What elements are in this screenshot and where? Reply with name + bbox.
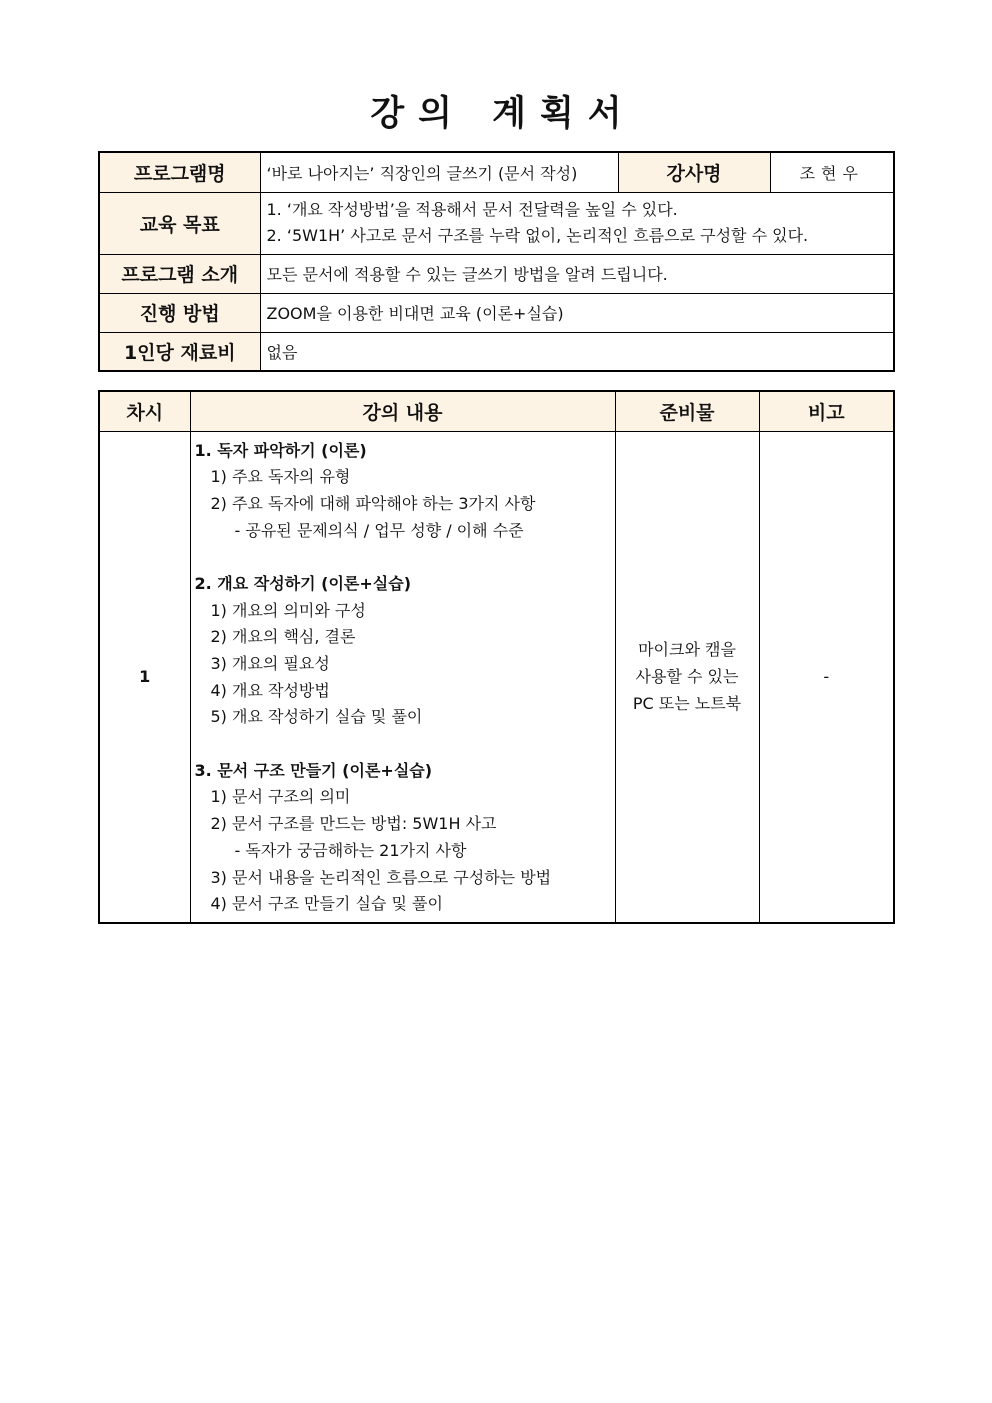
content-line: 1) 주요 독자의 유형 [210, 467, 351, 487]
content-line: 3) 개요의 필요성 [210, 654, 330, 673]
content-line: 2) 문서 구조를 만드는 방법: 5W1H 사고 [210, 814, 497, 834]
cost-label: 1인당 재료비 [99, 332, 260, 371]
note-header: 비고 [759, 391, 894, 431]
prep-line: 마이크와 캠을 [638, 640, 736, 660]
program-name-label: 프로그램명 [99, 152, 260, 192]
goal-line-1: 1. ‘개요 작성방법’을 적용해서 문서 전달력을 높일 수 있다. [266, 200, 678, 219]
program-name-value: ‘바로 나아지는’ 직장인의 글쓰기 (문서 작성) [260, 152, 618, 192]
content-line: 5) 개요 작성하기 실습 및 풀이 [210, 707, 423, 727]
content-line: 2) 개요의 핵심, 결론 [210, 627, 356, 647]
content-line: 1) 개요의 의미와 구성 [210, 600, 366, 620]
intro-label: 프로그램 소개 [99, 254, 260, 293]
goal-value [260, 192, 894, 254]
page-title: 강의 계획서 [370, 94, 636, 134]
content-spacer [195, 731, 609, 758]
content-line: 4) 문서 구조 만들기 실습 및 풀이 [210, 894, 443, 914]
content-line: 1. 독자 파악하기 (이론) [194, 440, 367, 460]
intro-value: 모든 문서에 적용할 수 있는 글쓰기 방법을 알려 드립니다. [260, 254, 894, 293]
content-line: 2) 주요 독자에 대해 파악해야 하는 3가지 사항 [210, 493, 536, 513]
lecture-content [190, 431, 615, 923]
instructor-value: 조현우 [770, 152, 894, 192]
session-header: 차시 [99, 391, 190, 431]
session-number: 1 [99, 431, 190, 923]
cost-value: 없음 [260, 332, 894, 371]
content-spacer [195, 544, 609, 571]
prep-header: 준비물 [615, 391, 759, 431]
content-header: 강의 내용 [190, 391, 615, 431]
program-info-table [98, 151, 895, 372]
lecture-plan-table [98, 390, 895, 924]
content-line: 4) 개요 작성방법 [210, 680, 330, 700]
method-label: 진행 방법 [99, 293, 260, 332]
content-line: - 공유된 문제의식 / 업무 성향 / 이해 수준 [234, 520, 524, 540]
prep-line: PC 또는 노트북 [632, 694, 742, 714]
method-value: ZOOM을 이용한 비대면 교육 (이론+실습) [260, 293, 894, 332]
content-line: 1) 문서 구조의 의미 [210, 787, 351, 807]
content-line: 2. 개요 작성하기 (이론+실습) [194, 573, 412, 593]
goal-label: 교육 목표 [99, 192, 260, 254]
instructor-label: 강사명 [618, 152, 770, 192]
content-line: 3) 문서 내용을 논리적인 흐름으로 구성하는 방법 [210, 867, 552, 887]
prep-line: 사용할 수 있는 [635, 667, 739, 687]
note-value: - [759, 431, 894, 923]
goal-line-2: 2. ‘5W1H’ 사고로 문서 구조를 누락 없이, 논리적인 흐름으로 구성할 수 있다. [266, 226, 809, 245]
content-line: 3. 문서 구조 만들기 (이론+실습) [194, 760, 433, 780]
content-line: - 독자가 궁금해하는 21가지 사항 [234, 840, 467, 860]
preparation [615, 431, 759, 923]
